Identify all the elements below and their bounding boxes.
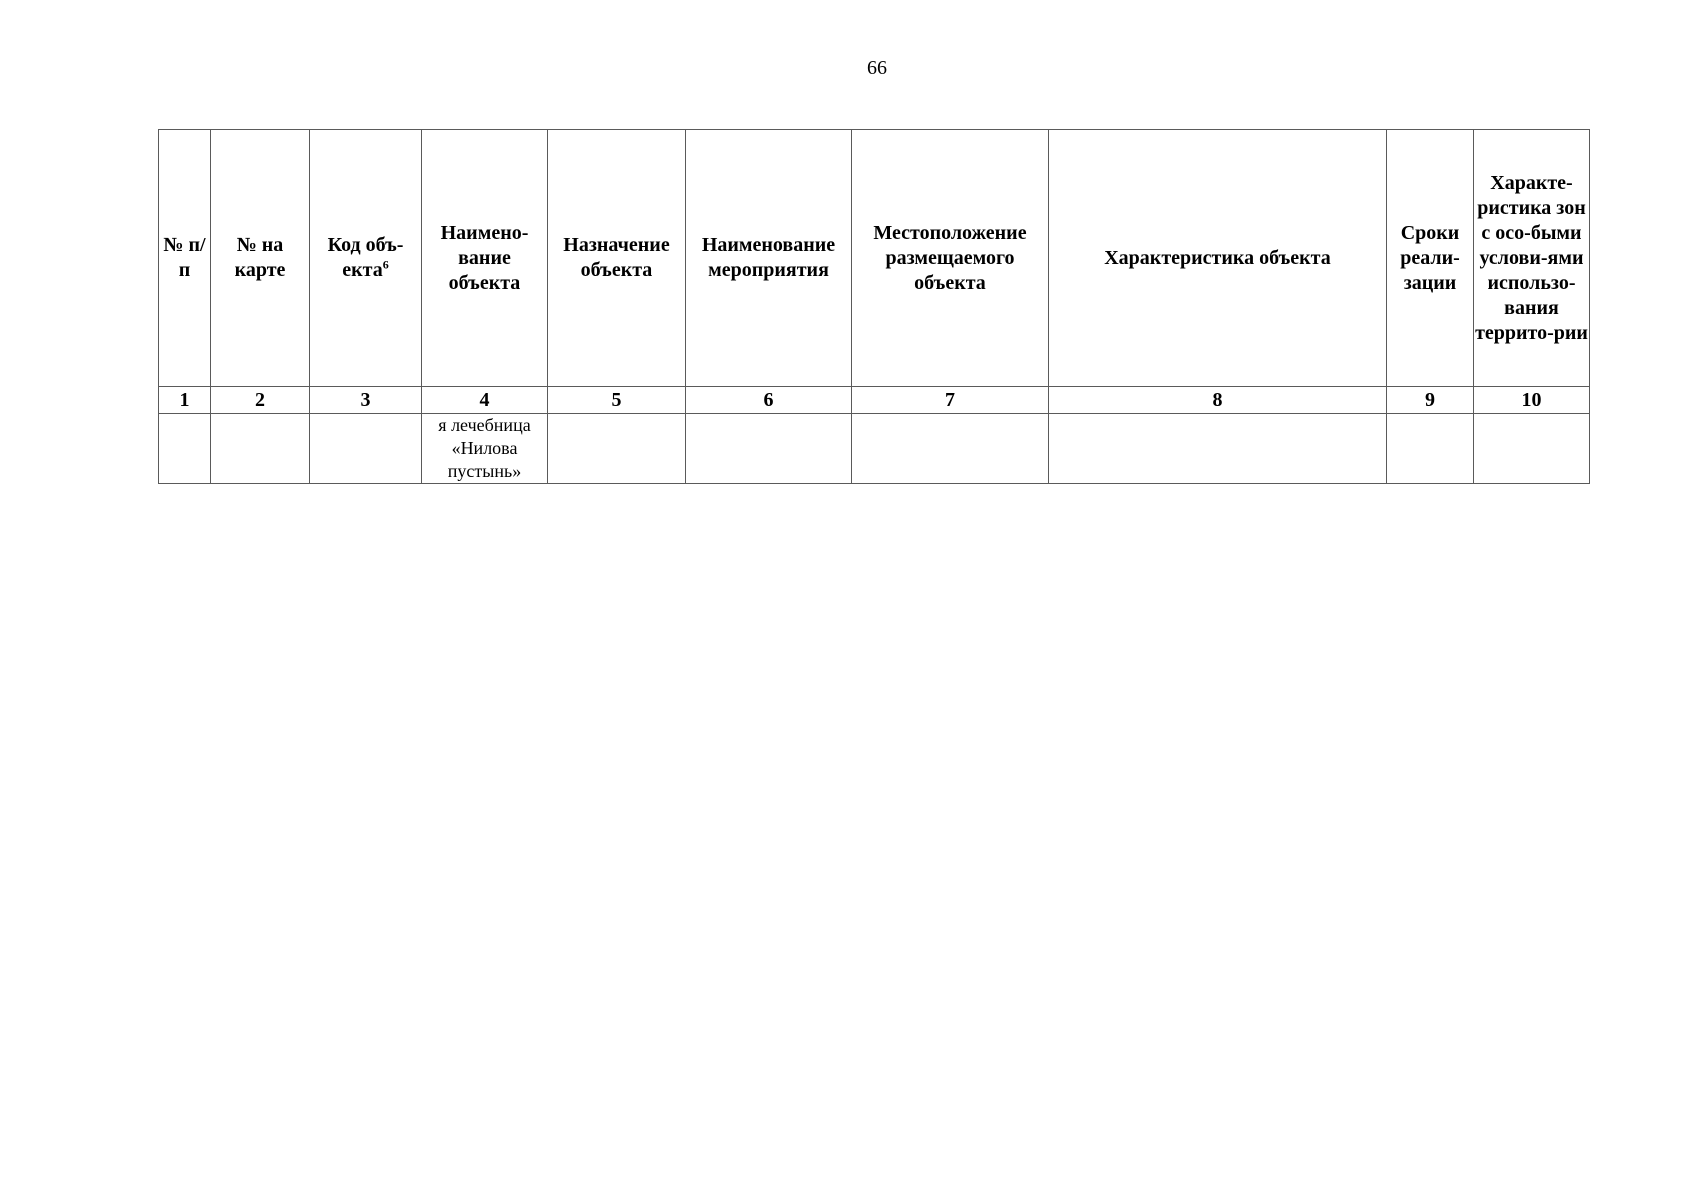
- column-number: 3: [310, 387, 422, 414]
- table-cell: [310, 414, 422, 484]
- column-number: 2: [211, 387, 310, 414]
- table-cell: [159, 414, 211, 484]
- table-cell: [211, 414, 310, 484]
- header-text: Код объ-екта: [327, 234, 404, 281]
- objects-table: [158, 129, 1590, 484]
- table-cell-object-name: я лечебница «Нилова пустынь»: [422, 414, 548, 484]
- header-cell: Характе-ристика зон с осо-быми услови-ями использо-вания террито-рии: [1474, 130, 1590, 387]
- column-number: 1: [159, 387, 211, 414]
- header-cell: Характеристика объекта: [1049, 130, 1387, 387]
- column-number: 6: [686, 387, 852, 414]
- header-cell: Местоположение размещаемого объекта: [852, 130, 1049, 387]
- column-number: 9: [1387, 387, 1474, 414]
- table-cell: [1049, 414, 1387, 484]
- header-cell-object-code: [310, 130, 422, 387]
- footnote-marker: 6: [382, 257, 389, 272]
- column-number: 7: [852, 387, 1049, 414]
- table-header-row: [159, 130, 1590, 387]
- table-cell: [686, 414, 852, 484]
- column-number-row: [159, 387, 1590, 414]
- header-cell: Наименование мероприятия: [686, 130, 852, 387]
- table-cell: [1474, 414, 1590, 484]
- header-cell: № п/п: [159, 130, 211, 387]
- column-number: 10: [1474, 387, 1590, 414]
- table-cell: [1387, 414, 1474, 484]
- table-cell: [852, 414, 1049, 484]
- table-cell: [548, 414, 686, 484]
- header-cell: Назначение объекта: [548, 130, 686, 387]
- header-cell: Сроки реали-зации: [1387, 130, 1474, 387]
- column-number: 5: [548, 387, 686, 414]
- header-cell: № на карте: [211, 130, 310, 387]
- page-number: 66: [867, 57, 887, 79]
- column-number: 8: [1049, 387, 1387, 414]
- table-row: [159, 414, 1590, 484]
- header-cell: Наимено-вание объекта: [422, 130, 548, 387]
- column-number: 4: [422, 387, 548, 414]
